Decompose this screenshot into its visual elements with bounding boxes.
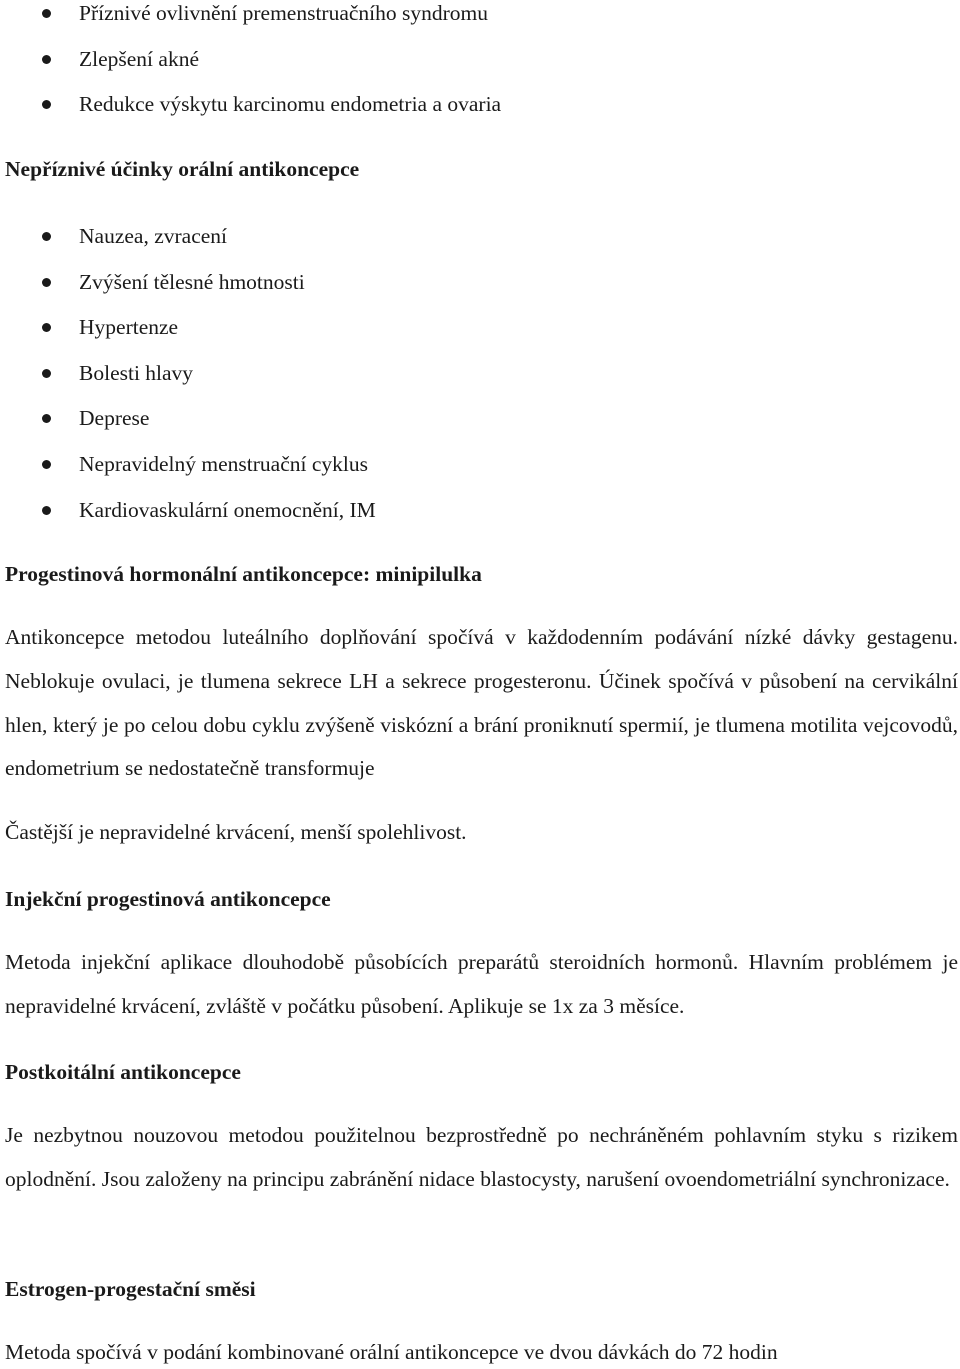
paragraph-injection: Metoda injekční aplikace dlouhodobě působících preparátů steroidních hormonů. Hlavním problémem je nepravidelné krvácení, zvláště v počátku působení. Aplikuje se 1x za 3 měsíce. <box>5 950 958 1018</box>
bullet-icon <box>42 460 51 469</box>
list-item: Nauzea, zvracení <box>0 223 376 269</box>
list-item: Bolesti hlavy <box>0 360 376 406</box>
heading-adverse-effects: Nepříznivé účinky orální antikoncepce <box>5 157 360 181</box>
list-item: Deprese <box>0 405 376 451</box>
paragraph-estrogen-progestin: Metoda spočívá v podání kombinované orální antikoncepce ve dvou dávkách do 72 hodin <box>5 1340 778 1364</box>
bullet-icon <box>42 414 51 423</box>
bullet-icon <box>42 55 51 64</box>
heading-injection: Injekční progestinová antikoncepce <box>5 887 331 911</box>
paragraph-postcoital: Je nezbytnou nouzovou metodou použitelnou bezprostředně po nechráněném pohlavním styku s rizikem oplodnění. Jsou založeny na principu zabránění nidace blastocysty, narušení ovoendometriální synchronizace. <box>5 1123 958 1191</box>
list-item: Nepravidelný menstruační cyklus <box>0 451 376 497</box>
list-item: Kardiovaskulární onemocnění, IM <box>0 497 376 543</box>
note-minipill: Častější je nepravidelné krvácení, menší spolehlivost. <box>5 820 467 844</box>
heading-minipill: Progestinová hormonální antikoncepce: minipilulka <box>5 562 482 586</box>
heading-postcoital: Postkoitální antikoncepce <box>5 1060 241 1084</box>
list-item: Redukce výskytu karcinomu endometria a ovaria <box>0 91 501 137</box>
bullet-icon <box>42 506 51 515</box>
adverse-effects-list <box>0 223 376 542</box>
list-item: Příznivé ovlivnění premenstruačního syndromu <box>0 0 501 46</box>
bullet-icon <box>42 278 51 287</box>
heading-estrogen-progestin: Estrogen-progestační směsi <box>5 1277 256 1301</box>
bullet-icon <box>42 232 51 241</box>
bullet-icon <box>42 100 51 109</box>
benefits-list <box>0 0 501 137</box>
list-item: Zlepšení akné <box>0 46 501 92</box>
bullet-icon <box>42 369 51 378</box>
bullet-icon <box>42 323 51 332</box>
paragraph-minipill: Antikoncepce metodou luteálního doplňování spočívá v každodenním podávání nízké dávky gestagenu. Neblokuje ovulaci, je tlumena sekrece LH a sekrece progesteronu. Účinek spočívá v působení na cervikální hlen, který je po celou dobu cyklu zvýšeně viskózní a brání proniknutí spermií, je tlumena motilita vejcovodů, endometrium se nedostatečně transformuje <box>5 625 958 781</box>
list-item: Zvýšení tělesné hmotnosti <box>0 269 376 315</box>
bullet-icon <box>42 9 51 18</box>
list-item: Hypertenze <box>0 314 376 360</box>
